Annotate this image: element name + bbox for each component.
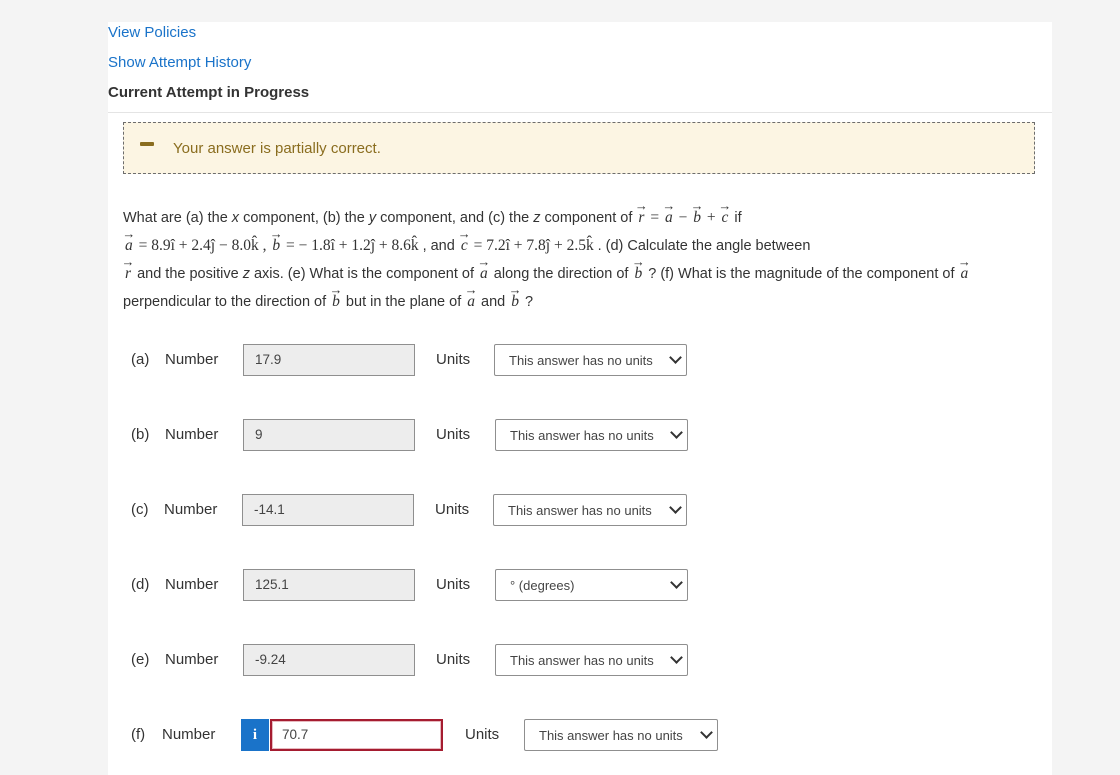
units-label: Units (436, 426, 471, 443)
units-select-a[interactable]: This answer has no units (494, 344, 687, 376)
vector-c: → c (719, 204, 730, 232)
answer-row-b (123, 419, 1023, 451)
part-label: (c) (131, 501, 149, 518)
vector-a: → a (465, 288, 477, 316)
units-label: Units (436, 651, 471, 668)
chevron-down-icon (670, 651, 683, 664)
number-label: Number (164, 501, 218, 518)
attempt-heading: Current Attempt in Progress (108, 84, 310, 101)
number-input-e[interactable]: -9.24 (243, 644, 415, 676)
vector-c: → c (459, 232, 470, 260)
number-input-f[interactable]: 70.7 (270, 719, 443, 751)
number-input-d[interactable]: 125.1 (243, 569, 415, 601)
info-icon[interactable]: i (241, 719, 269, 751)
vector-a: → a (478, 260, 490, 288)
vector-r: → r (636, 204, 646, 232)
feedback-banner (123, 122, 1035, 174)
answer-row-d (123, 569, 1023, 601)
vector-b: → b (509, 288, 521, 316)
part-label: (e) (131, 651, 150, 668)
divider (108, 112, 1052, 113)
number-label: Number (165, 651, 219, 668)
units-select-d[interactable]: ° (degrees) (495, 569, 688, 601)
number-label: Number (165, 351, 219, 368)
part-label: (d) (131, 576, 150, 593)
vector-r: → r (123, 260, 133, 288)
answer-row-a (123, 344, 1023, 376)
chevron-down-icon (669, 501, 682, 514)
units-label: Units (436, 576, 471, 593)
number-label: Number (162, 726, 216, 743)
answer-row-f (123, 719, 1023, 751)
units-label: Units (435, 501, 470, 518)
units-label: Units (436, 351, 471, 368)
units-label: Units (465, 726, 500, 743)
vector-a: → a (959, 260, 971, 288)
part-label: (b) (131, 426, 150, 443)
show-attempt-history-link[interactable]: Show Attempt History (108, 54, 252, 71)
number-label: Number (165, 426, 219, 443)
number-input-b[interactable]: 9 (243, 419, 415, 451)
units-select-e[interactable]: This answer has no units (495, 644, 688, 676)
answer-row-e (123, 644, 1023, 676)
chevron-down-icon (670, 576, 683, 589)
part-label: (f) (131, 726, 146, 743)
units-select-f[interactable]: This answer has no units (524, 719, 718, 751)
units-select-c[interactable]: This answer has no units (493, 494, 687, 526)
chevron-down-icon (670, 426, 683, 439)
view-policies-link[interactable]: View Policies (108, 24, 197, 41)
vector-b: → b (330, 288, 342, 316)
number-input-a[interactable]: 17.9 (243, 344, 415, 376)
feedback-message: Your answer is partially correct. (173, 140, 381, 157)
answer-row-c (123, 494, 1023, 526)
number-input-c[interactable]: -14.1 (242, 494, 414, 526)
question-text: What are (a) the x component, (b) the y component, and (c) the z component of → r = → a − → b + → c if → a = 8.9î + 2.4ĵ − 8.0k̂ , → b = − 1.8î + 1.2ĵ + 8.6k̂ , and → c = 7.2î + 7.8ĵ + 2.5k̂ . (d) Calculate the angle between → r and the positive z axis. (e) What is the component of → a along the direction of → b ? (f) What is the magnitude of the component of → a perpendicular to the direction of → b but in the plane of → a and → b ? (123, 204, 1023, 316)
vector-b: → b (691, 204, 703, 232)
vector-b: → b (632, 260, 644, 288)
vector-a: → a (663, 204, 675, 232)
minus-icon (140, 142, 154, 146)
chevron-down-icon (700, 726, 713, 739)
chevron-down-icon (669, 351, 682, 364)
vector-a: → a (123, 232, 135, 260)
vector-b: → b (270, 232, 282, 260)
number-label: Number (165, 576, 219, 593)
units-select-b[interactable]: This answer has no units (495, 419, 688, 451)
part-label: (a) (131, 351, 150, 368)
